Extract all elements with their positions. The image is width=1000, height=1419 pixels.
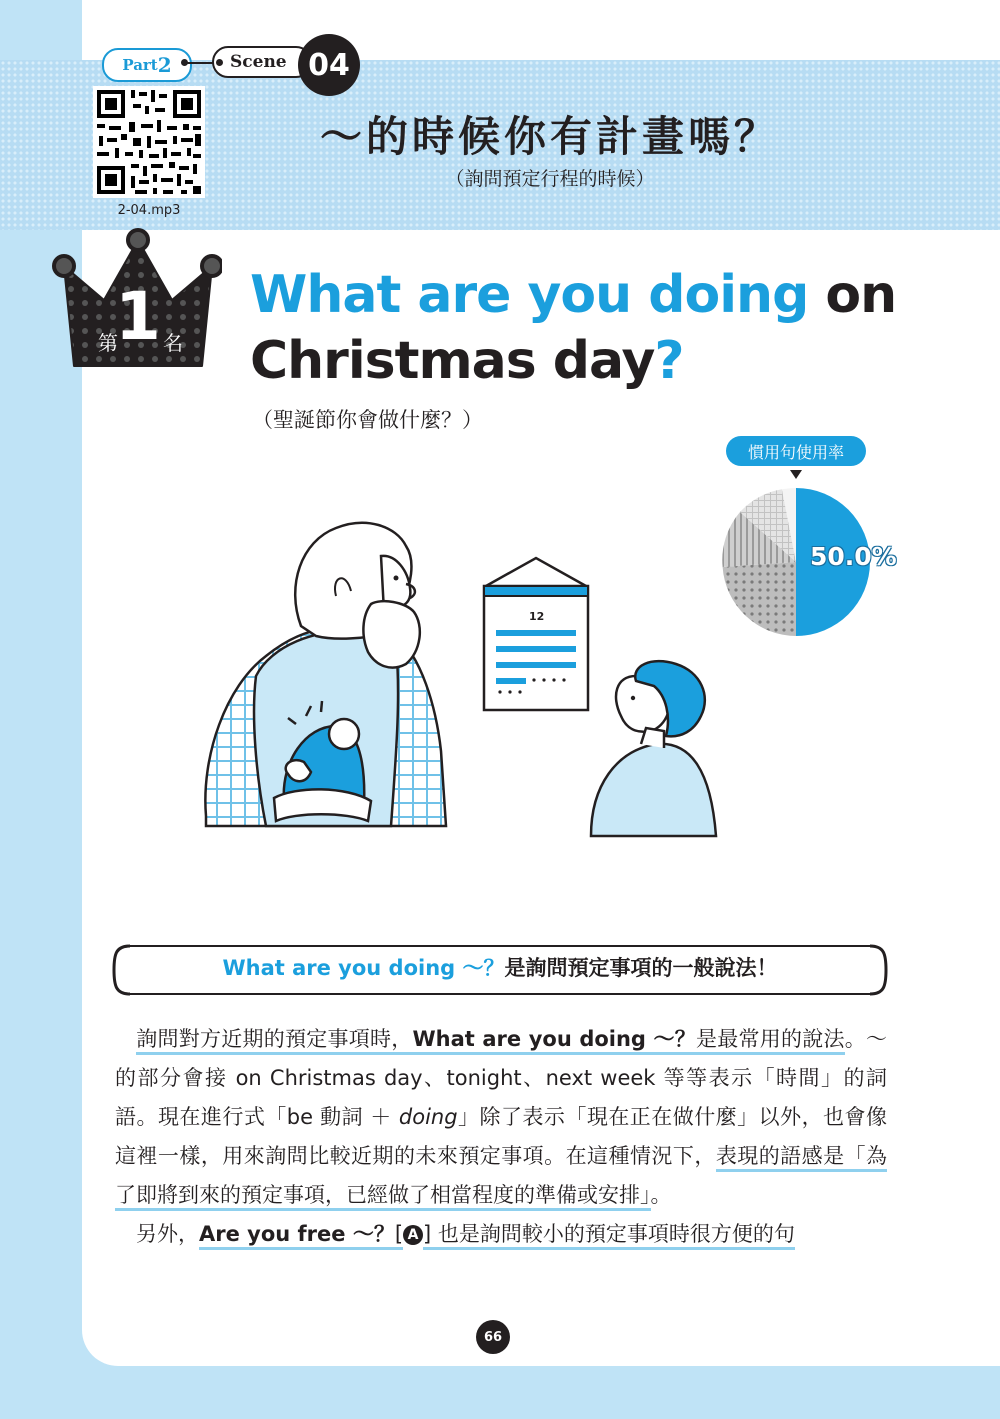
- usage-arrow-icon: [790, 470, 802, 479]
- body-p1-d: 說法: [802, 1027, 845, 1055]
- part-prefix: Part: [122, 56, 158, 74]
- body-p2-phrase: Are you free ～？: [199, 1222, 395, 1250]
- key-phrase-question-mark: ?: [654, 331, 684, 391]
- body-p1-a: 詢問對方近期的預定事項時，: [136, 1027, 412, 1055]
- usage-rate-label: 慣用句使用率: [726, 436, 866, 466]
- usage-percent: 50.0%: [810, 542, 897, 571]
- key-phrase-highlight: What are you doing: [250, 265, 809, 325]
- part-number: 2: [157, 53, 172, 77]
- key-phrase: [250, 262, 910, 394]
- body-p1-doing: doing: [398, 1105, 458, 1129]
- body-p1-g: 」除了表示「現在正在做什麼」以外，也會像這裡一樣，用來詢問比較近期的未來預定事項。在這種情況下，: [115, 1105, 887, 1168]
- part-tag: [102, 48, 192, 82]
- body-p2-a: 另外，: [136, 1222, 199, 1246]
- body-p2-e: ] 也是詢問較小的預定事項時很方便的句: [423, 1222, 795, 1250]
- calendar-month: 12: [529, 610, 545, 623]
- body-p1-end: 。: [650, 1183, 672, 1207]
- rank-suffix: 名: [163, 331, 183, 355]
- indent: [115, 1222, 136, 1246]
- scene-label: Scene: [230, 52, 287, 72]
- qr-code-icon: [93, 86, 205, 198]
- body-p1-phrase: What are you doing ～？: [412, 1027, 696, 1055]
- body-paragraph: [115, 1020, 887, 1254]
- callout-text: [110, 952, 890, 982]
- rank-number: 1: [115, 278, 161, 355]
- callout-phrase: What are you doing ～？: [222, 956, 505, 980]
- key-phrase-translation: （聖誕節你會做什麼？）: [252, 408, 483, 432]
- calendar: [484, 558, 588, 710]
- key-phrase-on: on: [808, 265, 897, 325]
- santa-hat-pompom: [329, 719, 359, 749]
- boy-body: [591, 744, 716, 836]
- rank-prefix: 第: [98, 331, 118, 355]
- scene-tag: [212, 46, 312, 78]
- callout-explanation: 是詢問預定事項的一般說法！: [504, 956, 778, 980]
- connector-dot-right: [216, 59, 223, 66]
- page-number: 66: [476, 1320, 510, 1354]
- santa-beard: [363, 601, 419, 667]
- audio-file-label: 2-04.mp3: [117, 203, 181, 218]
- body-p1-c: 是最常用的: [696, 1027, 802, 1055]
- connector-line: [186, 62, 214, 64]
- body-p1-nuance: 表現的語感是「為了即將到來的預定事項，已經做了相當程度的準備或安排」: [115, 1144, 887, 1211]
- indent: [115, 1027, 136, 1051]
- qr-code[interactable]: [93, 86, 205, 198]
- body-p1-e: 。～的部分會接 on Christmas day、tonight、next week 等等表示「時間」的詞語。現在進行式「be 動詞 ＋: [115, 1027, 888, 1129]
- key-phrase-time: Christmas day: [250, 331, 655, 391]
- example-a-icon: A: [403, 1225, 423, 1245]
- scene-number-badge: 04: [298, 34, 360, 96]
- page-subtitle: （詢問預定行程的時候）: [445, 168, 655, 190]
- page-title: ～的時候你有計畫嗎？: [319, 112, 780, 161]
- body-p2-bracket-open: [: [395, 1222, 403, 1250]
- pie-slice-dots: [723, 562, 796, 636]
- santa-and-boy-illustration: [196, 516, 726, 841]
